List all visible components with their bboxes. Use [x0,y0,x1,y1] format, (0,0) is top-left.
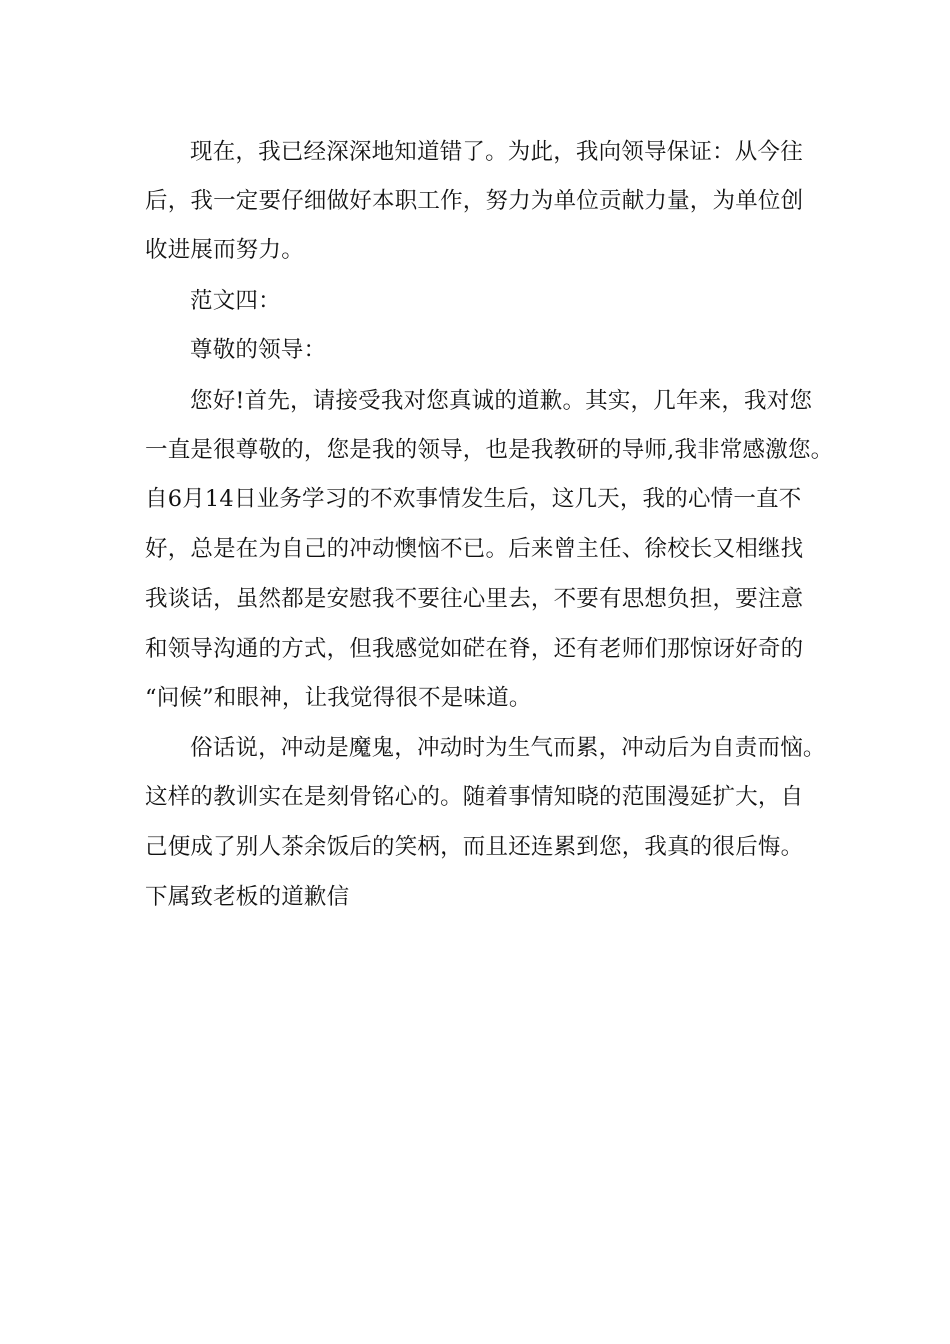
text-line: 我谈话，虽然都是安慰我不要往心里去，不要有思想负担，要注意 [145,586,804,612]
section-heading: 范文四： [190,288,281,314]
text-line: 后，我一定要仔细做好本职工作，努力为单位贡献力量，为单位创 [145,188,804,214]
text-line: 现在，我已经深深地知道错了。为此，我向领导保证：从今往 [190,139,803,165]
text-line: “问候”和眼神，让我觉得很不是味道。 [145,685,532,711]
salutation: 尊敬的领导： [190,337,327,363]
text-line: 己便成了别人茶余饭后的笑柄，而且还连累到您，我真的很后悔。 [145,834,804,860]
text-line: 您好!首先，请接受我对您真诚的道歉。其实，几年来，我对您 [190,388,813,414]
text-line: 自6月14日业务学习的不欢事情发生后，这几天，我的心情一直不 [145,486,802,512]
text-line: 下属致老板的道歉信 [145,884,350,910]
text-line: 好，总是在为自己的冲动懊恼不已。后来曾主任、徐校长又相继找 [145,536,804,562]
text-line: 俗话说，冲动是魔鬼，冲动时为生气而累，冲动后为自责而恼。 [190,735,826,761]
text-line: 一直是很尊敬的，您是我的领导，也是我教研的导师,我非常感激您。 [145,437,834,463]
text-line: 和领导沟通的方式，但我感觉如硭在脊，还有老师们那惊讶好奇的 [145,636,804,662]
text-line: 这样的教训实在是刻骨铭心的。随着事情知晓的范围漫延扩大，自 [145,784,804,810]
text-line: 收进展而努力。 [145,237,304,263]
